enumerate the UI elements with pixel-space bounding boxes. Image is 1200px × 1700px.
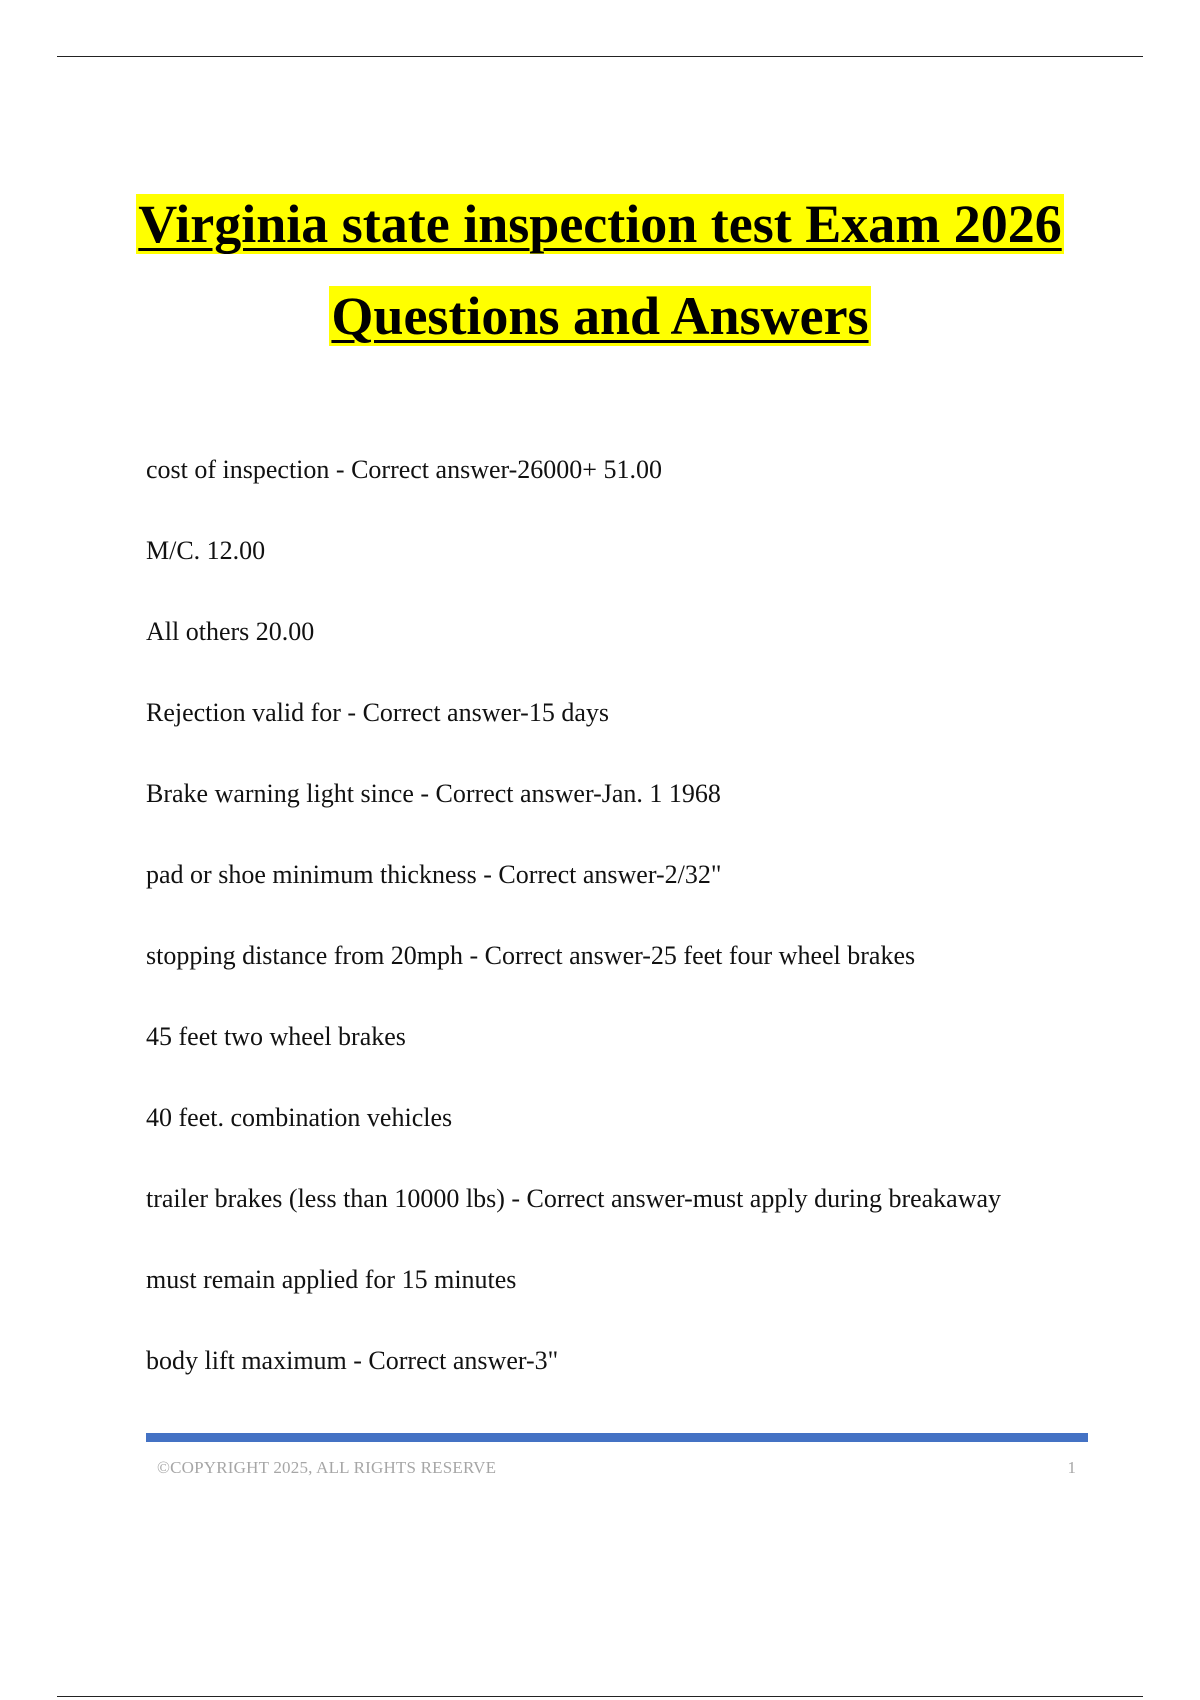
bottom-divider [57, 1696, 1143, 1697]
page-number: 1 [1067, 1458, 1076, 1477]
qa-line: stopping distance from 20mph - Correct answer-25 feet four wheel brakes [146, 941, 916, 970]
title-line-2 [0, 270, 1200, 362]
qa-line: pad or shoe minimum thickness - Correct answer-2/32" [146, 860, 722, 889]
copyright-notice: ©COPYRIGHT 2025, ALL RIGHTS RESERVE [157, 1458, 497, 1477]
document-title [0, 178, 1200, 362]
qa-line: All others 20.00 [146, 617, 315, 646]
qa-line: Brake warning light since - Correct answer-Jan. 1 1968 [146, 779, 721, 808]
qa-line: cost of inspection - Correct answer-26000+ 51.00 [146, 455, 662, 484]
title-text-2: Questions and Answers [331, 286, 869, 346]
footer-rule [146, 1433, 1088, 1442]
qa-line: 45 feet two wheel brakes [146, 1022, 406, 1051]
title-text-1: Virginia state inspection test Exam 2026 [138, 194, 1062, 254]
page-footer [146, 1458, 1088, 1482]
title-line-1 [0, 178, 1200, 270]
top-divider [57, 56, 1143, 57]
question-answer-list [146, 450, 1106, 1422]
qa-line: trailer brakes (less than 10000 lbs) - Correct answer-must apply during breakaway [146, 1184, 1002, 1213]
qa-line: must remain applied for 15 minutes [146, 1265, 517, 1294]
qa-line: body lift maximum - Correct answer-3" [146, 1346, 559, 1375]
qa-line: 40 feet. combination vehicles [146, 1103, 453, 1132]
qa-line: Rejection valid for - Correct answer-15 days [146, 698, 609, 727]
qa-line: M/C. 12.00 [146, 536, 266, 565]
